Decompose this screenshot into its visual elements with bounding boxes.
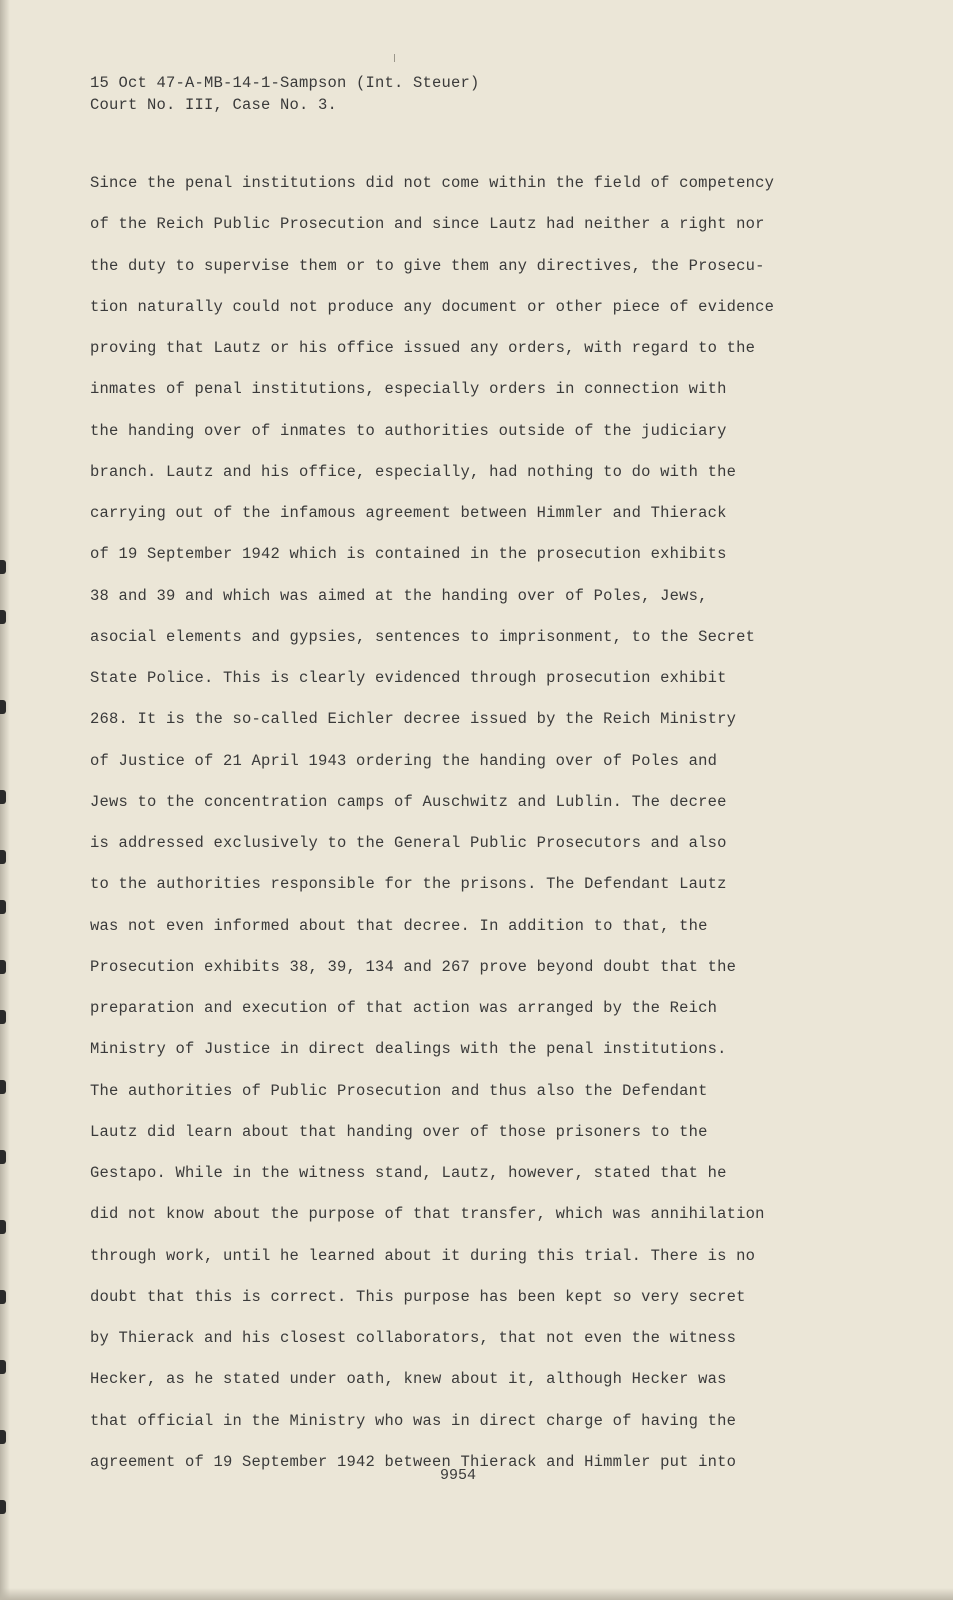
text-line: 38 and 39 and which was aimed at the handing over of Poles, Jews, [90, 586, 708, 605]
text-line: of 19 September 1942 which is contained in the prosecution exhibits [90, 545, 727, 564]
text-line: State Police. This is clearly evidenced through prosecution exhibit [90, 669, 727, 687]
text-line: did not know about the purpose of that transfer, which was annihilation [90, 1205, 765, 1224]
punch-hole [0, 1430, 6, 1444]
text-line: asocial elements and gypsies, sentences to imprisonment, to the Secret [90, 627, 756, 646]
page-number: 9954 [440, 1467, 477, 1484]
punch-hole [0, 790, 6, 804]
text-line: tion naturally could not produce any document or other piece of evidence [90, 297, 775, 316]
text-line: 268. It is the so-called Eichler decree issued by the Reich Ministry [90, 710, 737, 729]
text-line: of the Reich Public Prosecution and since Lautz had neither a right nor [90, 215, 765, 234]
text-line: by Thierack and his closest collaborators, that not even the witness [90, 1329, 737, 1347]
text-line: branch. Lautz and his office, especially, had nothing to do with the [90, 462, 737, 481]
text-line: Prosecution exhibits 38, 39, 134 and 267 prove beyond doubt that the [90, 957, 737, 976]
text-line: The authorities of Public Prosecution and thus also the Defendant [90, 1081, 708, 1100]
text-line: agreement of 19 September 1942 between Thierack and Himmler put into [90, 1452, 737, 1471]
punch-hole [0, 1080, 6, 1094]
text-line: of Justice of 21 April 1943 ordering the handing over of Poles and [90, 751, 718, 770]
punch-hole [0, 1010, 6, 1024]
document-header [90, 72, 480, 116]
punch-hole [0, 1500, 6, 1514]
punch-hole [0, 610, 6, 624]
text-line: Lautz did learn about that handing over of those prisoners to the [90, 1122, 708, 1141]
punch-hole [0, 1150, 6, 1164]
text-line: the duty to supervise them or to give them any directives, the Prosecu- [90, 256, 765, 275]
bottom-edge-shadow [0, 1588, 953, 1600]
text-line: the handing over of inmates to authorities outside of the judiciary [90, 421, 727, 440]
punch-hole [0, 700, 6, 714]
punch-hole [0, 560, 6, 574]
punch-hole [0, 1360, 6, 1374]
text-line: was not even informed about that decree. In addition to that, the [90, 916, 708, 935]
punch-hole [0, 960, 6, 974]
text-line: Jews to the concentration camps of Auschwitz and Lublin. The decree [90, 792, 727, 811]
punch-hole [0, 850, 6, 864]
text-line: that official in the Ministry who was in direct charge of having the [90, 1411, 737, 1430]
text-line: inmates of penal institutions, especially orders in connection with [90, 380, 727, 399]
header-court-line: Court No. III, Case No. 3. [90, 96, 338, 114]
text-line: through work, until he learned about it during this trial. There is no [90, 1246, 756, 1265]
text-line: is addressed exclusively to the General Public Prosecutors and also [90, 834, 727, 852]
text-line: Gestapo. While in the witness stand, Lautz, however, stated that he [90, 1164, 727, 1182]
text-line: Hecker, as he stated under oath, knew about it, although Hecker was [90, 1370, 727, 1389]
body-text [90, 172, 830, 1492]
text-line: Ministry of Justice in direct dealings with the penal institutions. [90, 1040, 727, 1059]
text-line: doubt that this is correct. This purpose has been kept so very secret [90, 1287, 746, 1306]
text-line: Since the penal institutions did not come within the field of competency [90, 174, 775, 192]
text-line: to the authorities responsible for the prisons. The Defendant Lautz [90, 875, 727, 894]
text-line: preparation and execution of that action was arranged by the Reich [90, 999, 718, 1017]
text-line: proving that Lautz or his office issued any orders, with regard to the [90, 339, 756, 357]
text-line: carrying out of the infamous agreement between Himmler and Thierack [90, 504, 727, 522]
header-session-line: 15 Oct 47-A-MB-14-1-Sampson (Int. Steuer) [90, 74, 480, 92]
punch-hole [0, 1220, 6, 1234]
punch-hole [0, 900, 6, 914]
scan-mark [394, 54, 395, 62]
punch-hole [0, 1290, 6, 1304]
